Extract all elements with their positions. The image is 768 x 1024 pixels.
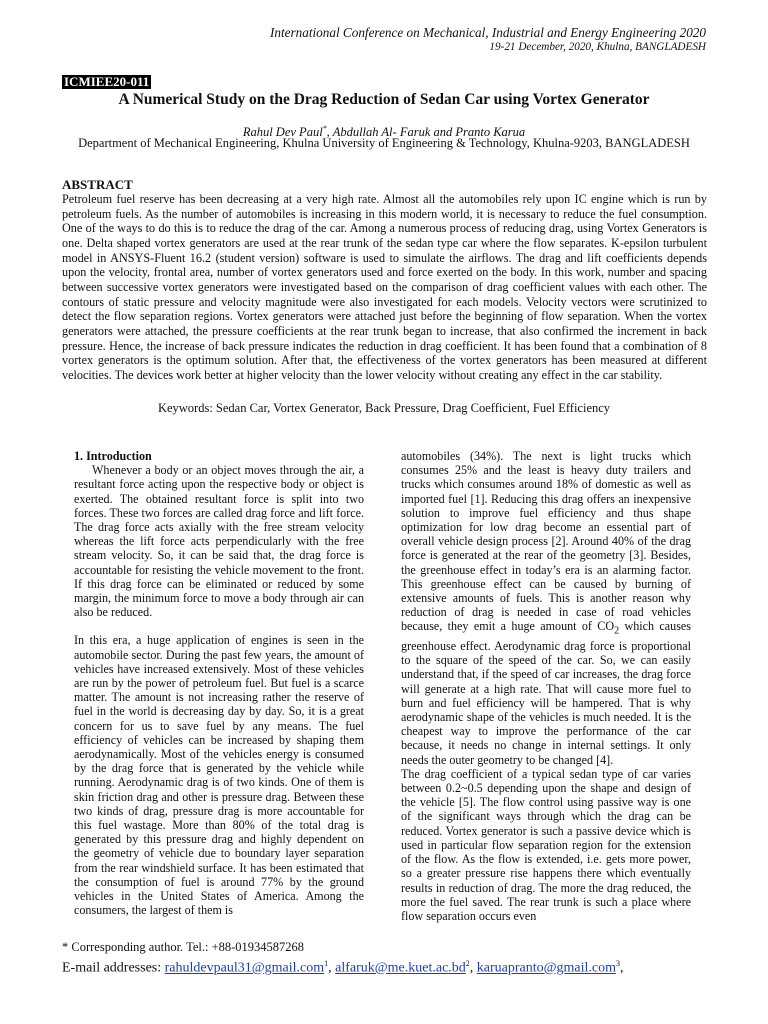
paragraph: Whenever a body or an object moves through the air, a resultant force acting upon the respective body or object is exerted. The obtained resultant force is split into two forces. These two forces are called drag force and lift force. The drag force acts axially with the free stream velocity whereas the lift force acts perpendicularly with the free stream velocity. So, it can be said that, the drag force is accountable for resisting the vehicle movement to the front. If this drag force can be eliminated or reduced by some margin, the minimum force to move a body through air can also be reduced. <box>74 463 364 620</box>
paper-title: A Numerical Study on the Drag Reduction of Sedan Car using Vortex Generator <box>118 91 650 108</box>
corresponding-mark: * <box>322 124 327 133</box>
author-1: Rahul Dev Paul <box>242 125 323 140</box>
corresponding-author-note: * Corresponding author. Tel.: +88-01934587268 <box>62 940 305 954</box>
email-addresses: E-mail addresses: rahuldevpaul31@gmail.com$^1$, $alfaruk@me.kuet.ac.bd^2$, karuapranto@gmail.com$^3$, <box>62 959 624 976</box>
conference-header <box>270 25 706 55</box>
conference-name: International Conference on Mechanical, Industrial and Energy Engineering 2020 <box>270 25 706 40</box>
keywords: Keywords: Sedan Car, Vortex Generator, Back Pressure, Drag Coefficient, Fuel Efficiency <box>157 401 611 415</box>
paragraph: In this era, a huge application of engines is seen in the automobile sector. During the past few years, the amount of vehicles have increased extensively. Most of these vehicles are run by the power of petroleum fuel. But fuel is a scarce matter. The amount is not increasing rather the reserve of fuel in the world is decreasing day by day. So, it is a great concern for us to save fuel by any means. The fuel efficiency of vehicles can be increased by shaping them aerodynamically. Most of the vehicles energy is consumed by the drag force that is generated by the vehicle while running. Aerodynamic drag is of two kinds. One of them is skin friction drag and other is pressure drag. Between these two kinds of drag, pressure drag is more accountable for this fuel wastage. More than 80% of the total drag is generated by this pressure drag and highly dependent on the geometry of vehicle due to boundary layer separation from the rear windshield surface. It has been estimated that the consumption of fuel is around 77% by the ground vehicles in the United States of America. Among the consumers, the largest of them is <box>74 633 364 918</box>
paragraph: The drag coefficient of a typical sedan type of car varies between 0.2~0.5 depending upon the shape and design of the vehicle [5]. The flow control using passive way is one of the significant ways through which the drag can be reduced. Vortex generator is such a passive device which is used in particular flow separation region for the extension of the flow. As the flow is extended, i.e. gets more power, so a greater pressure rise happens there which eventually results in reduction of drag. The more the drag reduced, the more the fuel saved. The rear trunk is such a place where flow separation occurs even <box>401 766 691 923</box>
paper-id-badge: ICMIEE20-011 <box>64 74 150 89</box>
email-link-3[interactable]: karuapranto@gmail.com <box>476 960 617 976</box>
paragraph: automobiles (34%). The next is light trucks which consumes 25% and the least is heavy duty trailers and trucks which consumes around 18% of domestic as well as imported fuel [1]. Reducing this drag offers an inexpensive solution to improve fuel efficiency and thus shape optimization for low drag become an essential part of overall vehicle design process [2]. Around 40% of the drag force is generated at the rear of the geometry [3]. Besides, the greenhouse effect in today’s era is an alarming factor. This greenhouse effect can be caused by burning of extensive amounts of fuels. This is another reason why reduction of drag is needed in case of road vehicles because, they emit a huge amount of $CO_2$ which causes greenhouse effect. Aerodynamic drag force is proportional to the square of the speed of the car. So, we can easily understand that, if the speed of car increases, the drag force will generate at a high rate. That will cause more fuel to burn and fuel efficiency will be hampered. That is why aerodynamic shape of the vehicles is much needed. It is the cheapest way to improve the performance of the car because, it needs no change in internal settings. It only needs the outer geometry to be changed [4]. <box>401 449 691 767</box>
author-others: , Abdullah Al- Faruk and Pranto Karua <box>326 125 526 140</box>
left-column <box>74 449 364 918</box>
affiliation: Department of Mechanical Engineering, Khulna University of Engineering & Technology, Khulna-9203, BANGLADESH <box>78 136 690 150</box>
email-link-1[interactable]: rahuldevpaul31@gmail.com <box>164 960 325 976</box>
abstract-text: Petroleum fuel reserve has been decreasing at a very high rate. Almost all the automobiles rely upon IC engine which is run by petroleum fuels. As the number of automobiles is increasing in this modern world, it is necessary to reduce the fuel consumption. One of the ways to do this is to reduce the drag of the car. Among a numerous process of reducing drag, using Vortex Generators is one. Delta shaped vortex generators are used at the rear trunk of the sedan type car where the flow separates. K-epsilon turbulent model in ANSYS-Fluent 16.2 (student version) software is used to simulate the airflows. The drag and lift coefficients depends upon the velocity, frontal area, number of vortex generators used and force exerted on the body. In this work, number and spacing between successive vortex generators were investigated based on the comparison of drag coefficient values with each other. The contours of static pressure and velocity magnitude were also investigated for each models. Velocity vectors were scrutinized to detect the flow separation regions. Vortex generators were attached just before the beginning of flow separation. When the vortex generators were attached, the pressure coefficients at the rear trunk began to increase, that also confirmed the increment in back pressure. Hence, the increase of back pressure indicates the reduction in drag coefficient. It has been found that a combination of 8 vortex generators is the optimum solution. After that, the effectiveness of the vortex generators has been measured at different velocities. The devices work better at higher velocity than the lower velocity without creating any effect in the car stability. <box>62 192 707 382</box>
abstract-heading: ABSTRACT <box>62 177 133 192</box>
right-column <box>401 449 691 923</box>
section-heading: 1. Introduction <box>74 449 152 463</box>
email-link-2[interactable]: alfaruk@me.kuet.ac.bd <box>335 960 466 976</box>
conference-date: 19-21 December, 2020, Khulna, BANGLADESH <box>489 41 706 53</box>
